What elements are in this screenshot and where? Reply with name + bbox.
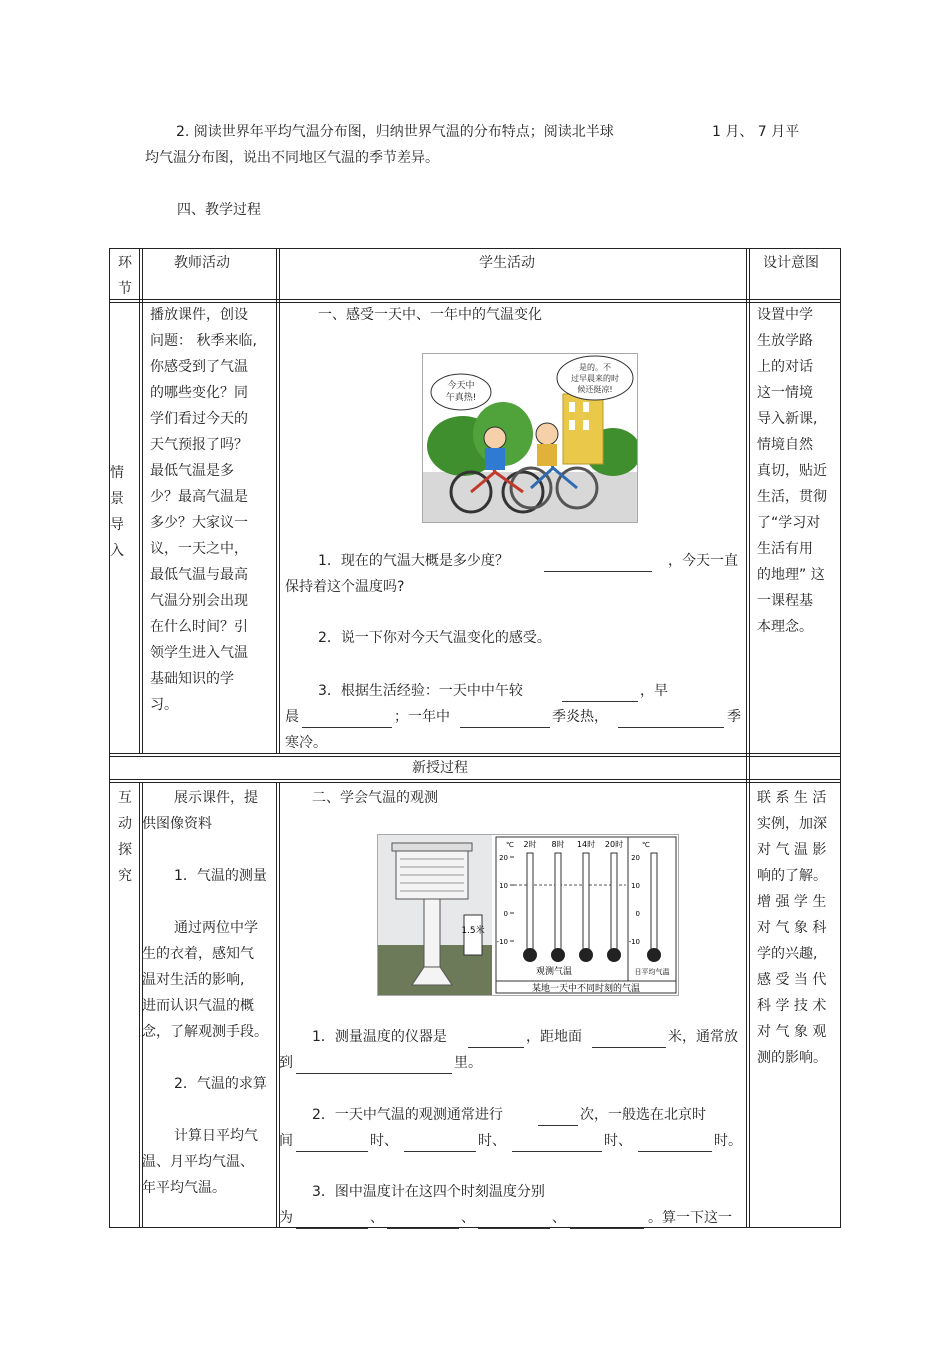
row1-design-line: 的地理” 这 [757, 567, 825, 583]
row1-q1c: 保持着这个温度吗? [285, 579, 405, 595]
row2-q2b: 次，一般选在北京时 [580, 1107, 706, 1123]
row1-q3-blank-2 [302, 711, 392, 728]
row2-design-line: 对 气 象 科 [757, 920, 827, 936]
bicycle-cartoon-image [422, 353, 638, 523]
row2-design-line: 测的影响。 [757, 1050, 827, 1066]
svg-text:午真热!: 午真热! [445, 393, 477, 403]
row2-stage: 互 动 探 究 [118, 790, 132, 884]
daily-average-caption: 日平均气温 [634, 968, 670, 976]
row1-design-line: 本理念。 [757, 619, 813, 635]
row2-q1-blank-2 [592, 1031, 666, 1048]
row1-teacher-line: 最低气温是多 [150, 463, 234, 479]
tick-label: 10 [631, 882, 640, 890]
intro-line-1a: 2. 阅读世界年平均气温分布图，归纳世界气温的分布特点；阅读北半球 [176, 124, 614, 140]
row2-teacher-line: 1．气温的测量 [174, 868, 267, 884]
row1-design-line: 真切，贴近 [757, 463, 827, 479]
thermometer-tube [527, 853, 533, 951]
thermometer-bulb [647, 948, 661, 962]
row1-teacher-line: 播放课件，创设 [150, 307, 248, 323]
svg-text:过早晨来的时: 过早晨来的时 [571, 374, 619, 383]
observed-temp-caption: 观测气温 [535, 967, 573, 977]
header-stage: 环 节 [118, 255, 132, 297]
row1-teacher-line: 领学生进入气温 [150, 645, 248, 661]
row2-teacher-line: 通过两位中学 [174, 920, 258, 936]
row2-design-line: 对 气 象 观 [757, 1024, 827, 1040]
row1-design [757, 302, 839, 640]
row2-q2f: 时、 [604, 1133, 632, 1149]
row2-q1a: 1．测量温度的仪器是 [312, 1029, 447, 1045]
tick-label: -10 [496, 938, 508, 946]
chart-caption: 某地一天中不同时刻的气温 [531, 984, 641, 994]
row1-design-line: 这一情境 [757, 385, 813, 401]
row2-design-line: 响的了解。 [757, 868, 827, 884]
thermometer-bulb [551, 948, 565, 962]
row1-design-line: 一课程基 [757, 593, 813, 609]
row1-q2: 2．说一下你对今天气温变化的感受。 [318, 630, 551, 646]
row2-q3-blank-4 [570, 1212, 644, 1229]
row1-q1b: ，今天一直 [668, 553, 738, 569]
row1-teacher-line: 基础知识的学 [150, 671, 234, 687]
row2-teacher-line: 念，了解观测手段。 [142, 1024, 268, 1040]
tick-label: 20 [499, 854, 508, 862]
row2-q2g: 时。 [714, 1133, 742, 1149]
row1-teacher-line: 在什么时间？引 [150, 619, 248, 635]
row1-teacher-line: 少？最高气温是 [150, 489, 248, 505]
row2-q3e: 、 [552, 1210, 566, 1226]
svg-text:是的。不: 是的。不 [579, 363, 611, 372]
row1-teacher-line: 习。 [150, 697, 178, 713]
row1-q3b: ，早 [640, 683, 668, 699]
row2-student-title: 二、学会气温的观测 [312, 790, 438, 806]
thermometer-tube [611, 853, 617, 951]
unit-label: ℃ [506, 841, 514, 849]
row1-teacher-line: 天气预报了吗？ [150, 437, 248, 453]
time-label: 20时 [604, 840, 624, 849]
thermometer-tube [583, 853, 589, 951]
row2-design-line: 实例，加深 [757, 816, 827, 832]
row1-teacher-line: 气温分别会出现 [150, 593, 248, 609]
row1-q3c: 晨 [285, 709, 299, 725]
row2-q1-blank-3 [296, 1057, 452, 1074]
stand-height-label: 1.5米 [461, 926, 485, 936]
svg-text:今天中: 今天中 [447, 381, 475, 391]
row1-teacher-line: 多少？大家议一 [150, 515, 248, 531]
row2-q1d: 到 [279, 1055, 293, 1071]
row2-q2-blank-2 [296, 1135, 368, 1152]
row1-q3d: ；一年中 [394, 709, 450, 725]
row1-teacher-line: 你感受到了气温 [150, 359, 248, 375]
row1-teacher-line: 的哪些变化？同 [150, 385, 248, 401]
row2-q2c: 间 [279, 1133, 293, 1149]
thermometer-bulb [523, 948, 537, 962]
row2-q3b: 为 [279, 1210, 293, 1226]
row2-q3-blank-3 [478, 1212, 550, 1229]
row2-q2-blank-3 [404, 1135, 476, 1152]
row2-q2d: 时、 [370, 1133, 398, 1149]
row2-teacher-line: 生的衣着，感知气 [142, 946, 254, 962]
row2-q2-blank-1 [538, 1109, 578, 1126]
row2-teacher-line: 展示课件，提 [174, 790, 258, 806]
tick-label: 0 [503, 910, 508, 918]
intro-line-1b: 1 月、 7 月平 [712, 124, 800, 140]
row2-design-line: 联 系 生 活 [757, 790, 827, 806]
row1-q3g: 寒冷。 [285, 735, 327, 751]
row2-teacher-line: 温对生活的影响, [142, 972, 245, 988]
time-label: 2时 [523, 840, 537, 849]
tick-label: -10 [628, 938, 640, 946]
row2-teacher-line: 计算日平均气 [174, 1128, 258, 1144]
row1-q3e: 季炎热， [552, 709, 608, 725]
row2-design-line: 对 气 温 影 [757, 842, 827, 858]
svg-text:候还挺凉!: 候还挺凉! [577, 385, 613, 394]
row2-teacher-line: 温、月平均气温、 [142, 1154, 254, 1170]
row1-q3-blank-1 [562, 685, 638, 702]
row2-teacher-line: 进而认识气温的概 [142, 998, 254, 1014]
row1-teacher-line: 议，一天之中， [150, 541, 248, 557]
row2-teacher-line: 年平均气温。 [142, 1180, 226, 1196]
row1-design-line: 设置中学 [757, 307, 813, 323]
row1-teacher-line: 问题： 秋季来临, [150, 333, 257, 349]
header-student: 学生活动 [479, 255, 535, 271]
row2-q1b: ，距地面 [526, 1029, 582, 1045]
row2-q2-blank-5 [638, 1135, 712, 1152]
row1-design-line: 生活有用 [757, 541, 813, 557]
row2-q1c: 米，通常放 [668, 1029, 738, 1045]
row2-design-line: 科 学 技 术 [757, 998, 827, 1014]
row1-stage: 情 景 导 入 [110, 465, 124, 559]
row2-teacher-line: 2．气温的求算 [174, 1076, 267, 1092]
row2-q3-blank-2 [387, 1212, 459, 1229]
row1-design-line: 导入新课, [757, 411, 818, 427]
row1-q1-blank [544, 555, 652, 572]
row2-teacher-line: 供图像资料 [142, 816, 212, 832]
row2-q1e: 里。 [454, 1055, 482, 1071]
thermometer-tube [555, 853, 561, 951]
row1-q3-blank-3 [460, 711, 550, 728]
row2-design-line: 学的兴趣, [757, 946, 818, 962]
unit-label: ℃ [642, 841, 650, 849]
row2-design-line: 增 强 学 生 [757, 894, 827, 910]
row2-design [757, 785, 837, 1071]
row1-design-line: 生活，贯彻 [757, 489, 827, 505]
header-design: 设计意图 [763, 255, 819, 271]
row1-teacher [150, 302, 274, 718]
row1-design-line: 上的对话 [757, 359, 813, 375]
row1-teacher-line: 最低气温与最高 [150, 567, 248, 583]
row1-q3a: 3．根据生活经验：一天中中午较 [318, 683, 523, 699]
header-teacher: 教师活动 [174, 255, 230, 271]
intro-line-2: 均气温分布图，说出不同地区气温的季节差异。 [145, 150, 439, 166]
row2-q2a: 2．一天中气温的观测通常进行 [312, 1107, 503, 1123]
row1-design-line: 了“学习对 [757, 515, 821, 531]
row2-design-line: 感 受 当 代 [757, 972, 827, 988]
tick-label: 10 [499, 882, 508, 890]
row2-q3f: 。算一下这一 [648, 1210, 732, 1226]
time-label: 14时 [576, 840, 596, 849]
subheader-new-lesson: 新授过程 [412, 760, 468, 776]
row1-q3-blank-4 [618, 711, 724, 728]
row2-q1-blank-1 [468, 1031, 524, 1048]
row1-q3f: 季 [727, 709, 741, 725]
row2-q3a: 3．图中温度计在这四个时刻温度分别 [312, 1184, 545, 1200]
row1-q1a: 1．现在的气温大概是多少度？ [318, 553, 509, 569]
tick-label: 0 [635, 910, 640, 918]
row1-teacher-line: 学们看过今天的 [150, 411, 248, 427]
row2-q2e: 时、 [478, 1133, 506, 1149]
row2-q3d: 、 [461, 1210, 475, 1226]
thermometer-bulb [579, 948, 593, 962]
row1-design-line: 生放学路 [757, 333, 813, 349]
row1-student-title: 一、感受一天中、一年中的气温变化 [318, 307, 542, 323]
row1-design-line: 情境自然 [757, 437, 813, 453]
thermometer-bulb [607, 948, 621, 962]
thermometer-shelter-image [377, 834, 679, 996]
section-title: 四、教学过程 [177, 202, 261, 218]
row2-q2-blank-4 [512, 1135, 602, 1152]
time-label: 8时 [551, 840, 565, 849]
row2-q3c: 、 [370, 1210, 384, 1226]
row2-q3-blank-1 [296, 1212, 368, 1229]
thermometer-tube [651, 853, 657, 951]
tick-label: 20 [631, 854, 640, 862]
